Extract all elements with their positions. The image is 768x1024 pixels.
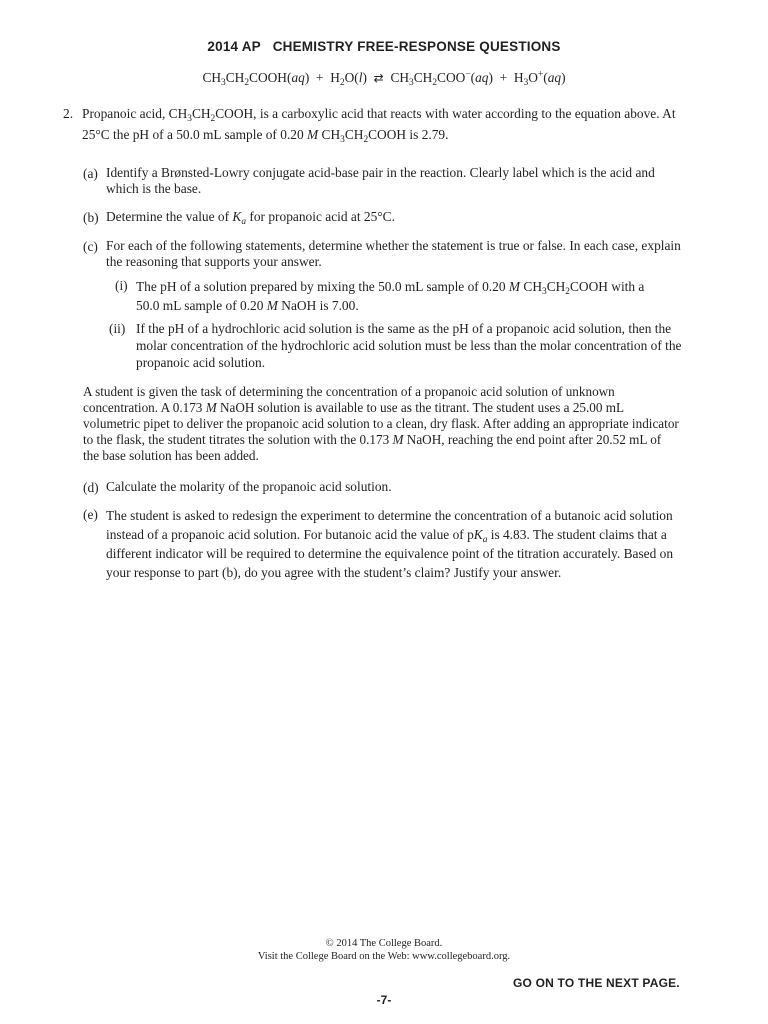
copyright: © 2014 The College Board. [325,938,443,949]
equilibrium-arrow-icon: ⇄ [373,71,384,85]
question-intro: Propanoic acid, $CH_3CH_2COOH$, is a carboxylic acid that reacts with water according to the equation above. At 25°C the pH of a 50.0 mL sample of 0.20 M $CH_3CH_2COOH$ is 2.79. [82,106,676,145]
part-label: (b) [83,210,99,225]
sub-label: (ii) [109,321,126,336]
website-note: Visit the College Board on the Web: www.collegeboard.org. [257,951,511,962]
page-number: -7- [376,993,392,1007]
page-title: 2014 AP CHEMISTRY FREE-RESPONSE QUESTIONS [207,39,561,54]
part-label: (e) [83,507,98,522]
sub-label: (i) [115,278,128,293]
chemical-equation: $CH_3CH_2COOH(aq) + H_2O(l)$ ⇄ $CH_3CH_2COO^-(aq) + H_3O^+(aq)$ [202,69,566,88]
footer [0,937,768,963]
part-label: (c) [83,239,98,254]
part-label: (a) [83,166,98,181]
part-label: (d) [83,480,99,495]
next-page-notice: GO ON TO THE NEXT PAGE. [513,976,680,990]
titration-paragraph: A student is given the task of determining the concentration of a propanoic acid solution of unknown concentration. A 0.173 M NaOH solution is available to use as the titrant. The student uses a 25.00 mL volumetric pipet to deliver the propanoic acid solution to a clean, dry flask. After adding an appropriate indicator to the flask, the student titrates the solution with the 0.173 M NaOH, reaching the end point after 20.52 mL of the base solution has been added. [83,384,679,463]
question-number: 2. [63,106,74,121]
